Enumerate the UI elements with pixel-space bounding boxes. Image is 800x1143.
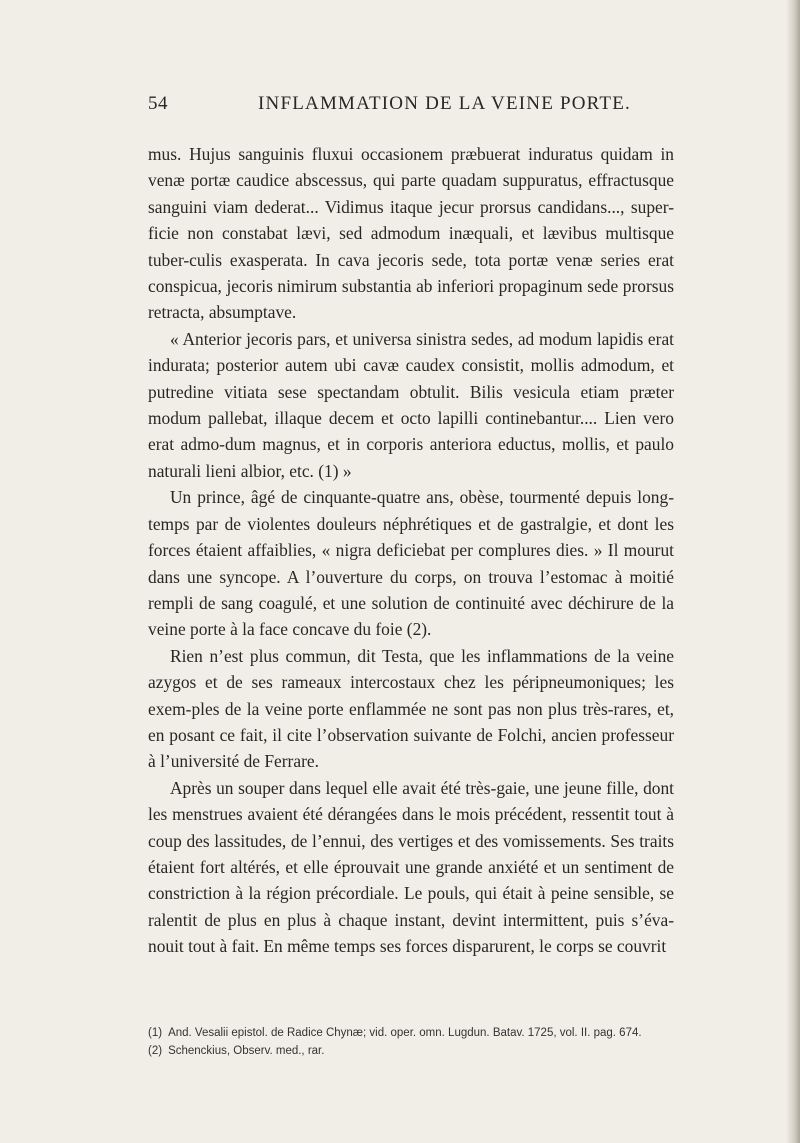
footnote-2 <box>148 1042 688 1060</box>
footnote-2-number: (2) <box>148 1045 163 1057</box>
footnote-1-number: (1) <box>148 1027 163 1039</box>
running-title: INFLAMMATION DE LA VEINE PORTE. <box>258 93 631 114</box>
page-edge-shadow <box>786 0 800 1143</box>
footnote-1 <box>148 1024 688 1042</box>
footnote-1-text: And. Vesalii epistol. de Radice Chynæ; vid. oper. omn. Lugdun. Batav. 1725, vol. II. pag. 674. <box>168 1027 642 1039</box>
footnotes <box>148 1024 688 1060</box>
body-text <box>148 141 674 960</box>
page-number: 54 <box>148 93 168 114</box>
paragraph-5: Après un souper dans lequel elle avait été très-gaie, une jeune fille, dont les menstrues avaient été dérangées dans le mois précédent, ressentit tout à coup des lassitudes, de l’ennui, des vertiges et des vomissements. Ses traits étaient fort altérés, et elle éprouvait une grande anxiété et un sentiment de constriction à la région précordiale. Le pouls, qui était à peine sensible, se ralentit de plus en plus à chaque instant, devint intermittent, puis s’éva-nouit tout à fait. En même temps ses forces disparurent, le corps se couvrit <box>148 777 674 957</box>
page-header <box>148 93 688 119</box>
footnote-2-text: Schenckius, Observ. med., rar. <box>168 1045 325 1057</box>
paragraph-1: mus. Hujus sanguinis fluxui occasionem præbuerat induratus quidam in venæ portæ caudice abscessus, qui parte quadam suppuratus, effractusque sanguini viam dederat... Vidimus itaque jecur prorsus candidans..., super-ficie non constabat lævi, sed admodum inæquali, et lævibus multisque tuber-culis exasperata. In cava jecoris sede, tota portæ venæ series erat conspicua, jecoris nimirum substantia ab inferiori propaginum sede prorsus retracta, absumptave. <box>148 144 674 323</box>
paragraph-3: Un prince, âgé de cinquante-quatre ans, obèse, tourmenté depuis long-temps par de violentes douleurs néphrétiques et de gastralgie, et dont les forces étaient affaiblies, « nigra deficiebat per complures dies. » Il mourut dans une syncope. A l’ouverture du corps, on trouva l’estomac à moitié rempli de sang coagulé, et une solution de continuité avec déchirure de la veine porte à la face concave du foie (2). <box>148 487 674 640</box>
paragraph-2: « Anterior jecoris pars, et universa sinistra sedes, ad modum lapidis erat indurata; posterior autem ubi cavæ caudex consistit, mollis admodum, et putredine vitiata sese spectandam obtulit. Bilis vesicula etiam præter modum pallebat, illaque decem et octo lapilli continebantur.... Lien vero erat admo-dum magnus, et in corporis anteriora eductus, mollis, et paulo naturali lieni albior, etc. (1) » <box>148 328 674 481</box>
paragraph-4: Rien n’est plus commun, dit Testa, que les inflammations de la veine azygos et de ses rameaux intercostaux chez les péripneumoniques; les exem-ples de la veine porte enflammée ne sont pas non plus très-rares, et, en posant ce fait, il cite l’observation suivante de Folchi, ancien professeur à l’université de Ferrare. <box>148 645 674 772</box>
